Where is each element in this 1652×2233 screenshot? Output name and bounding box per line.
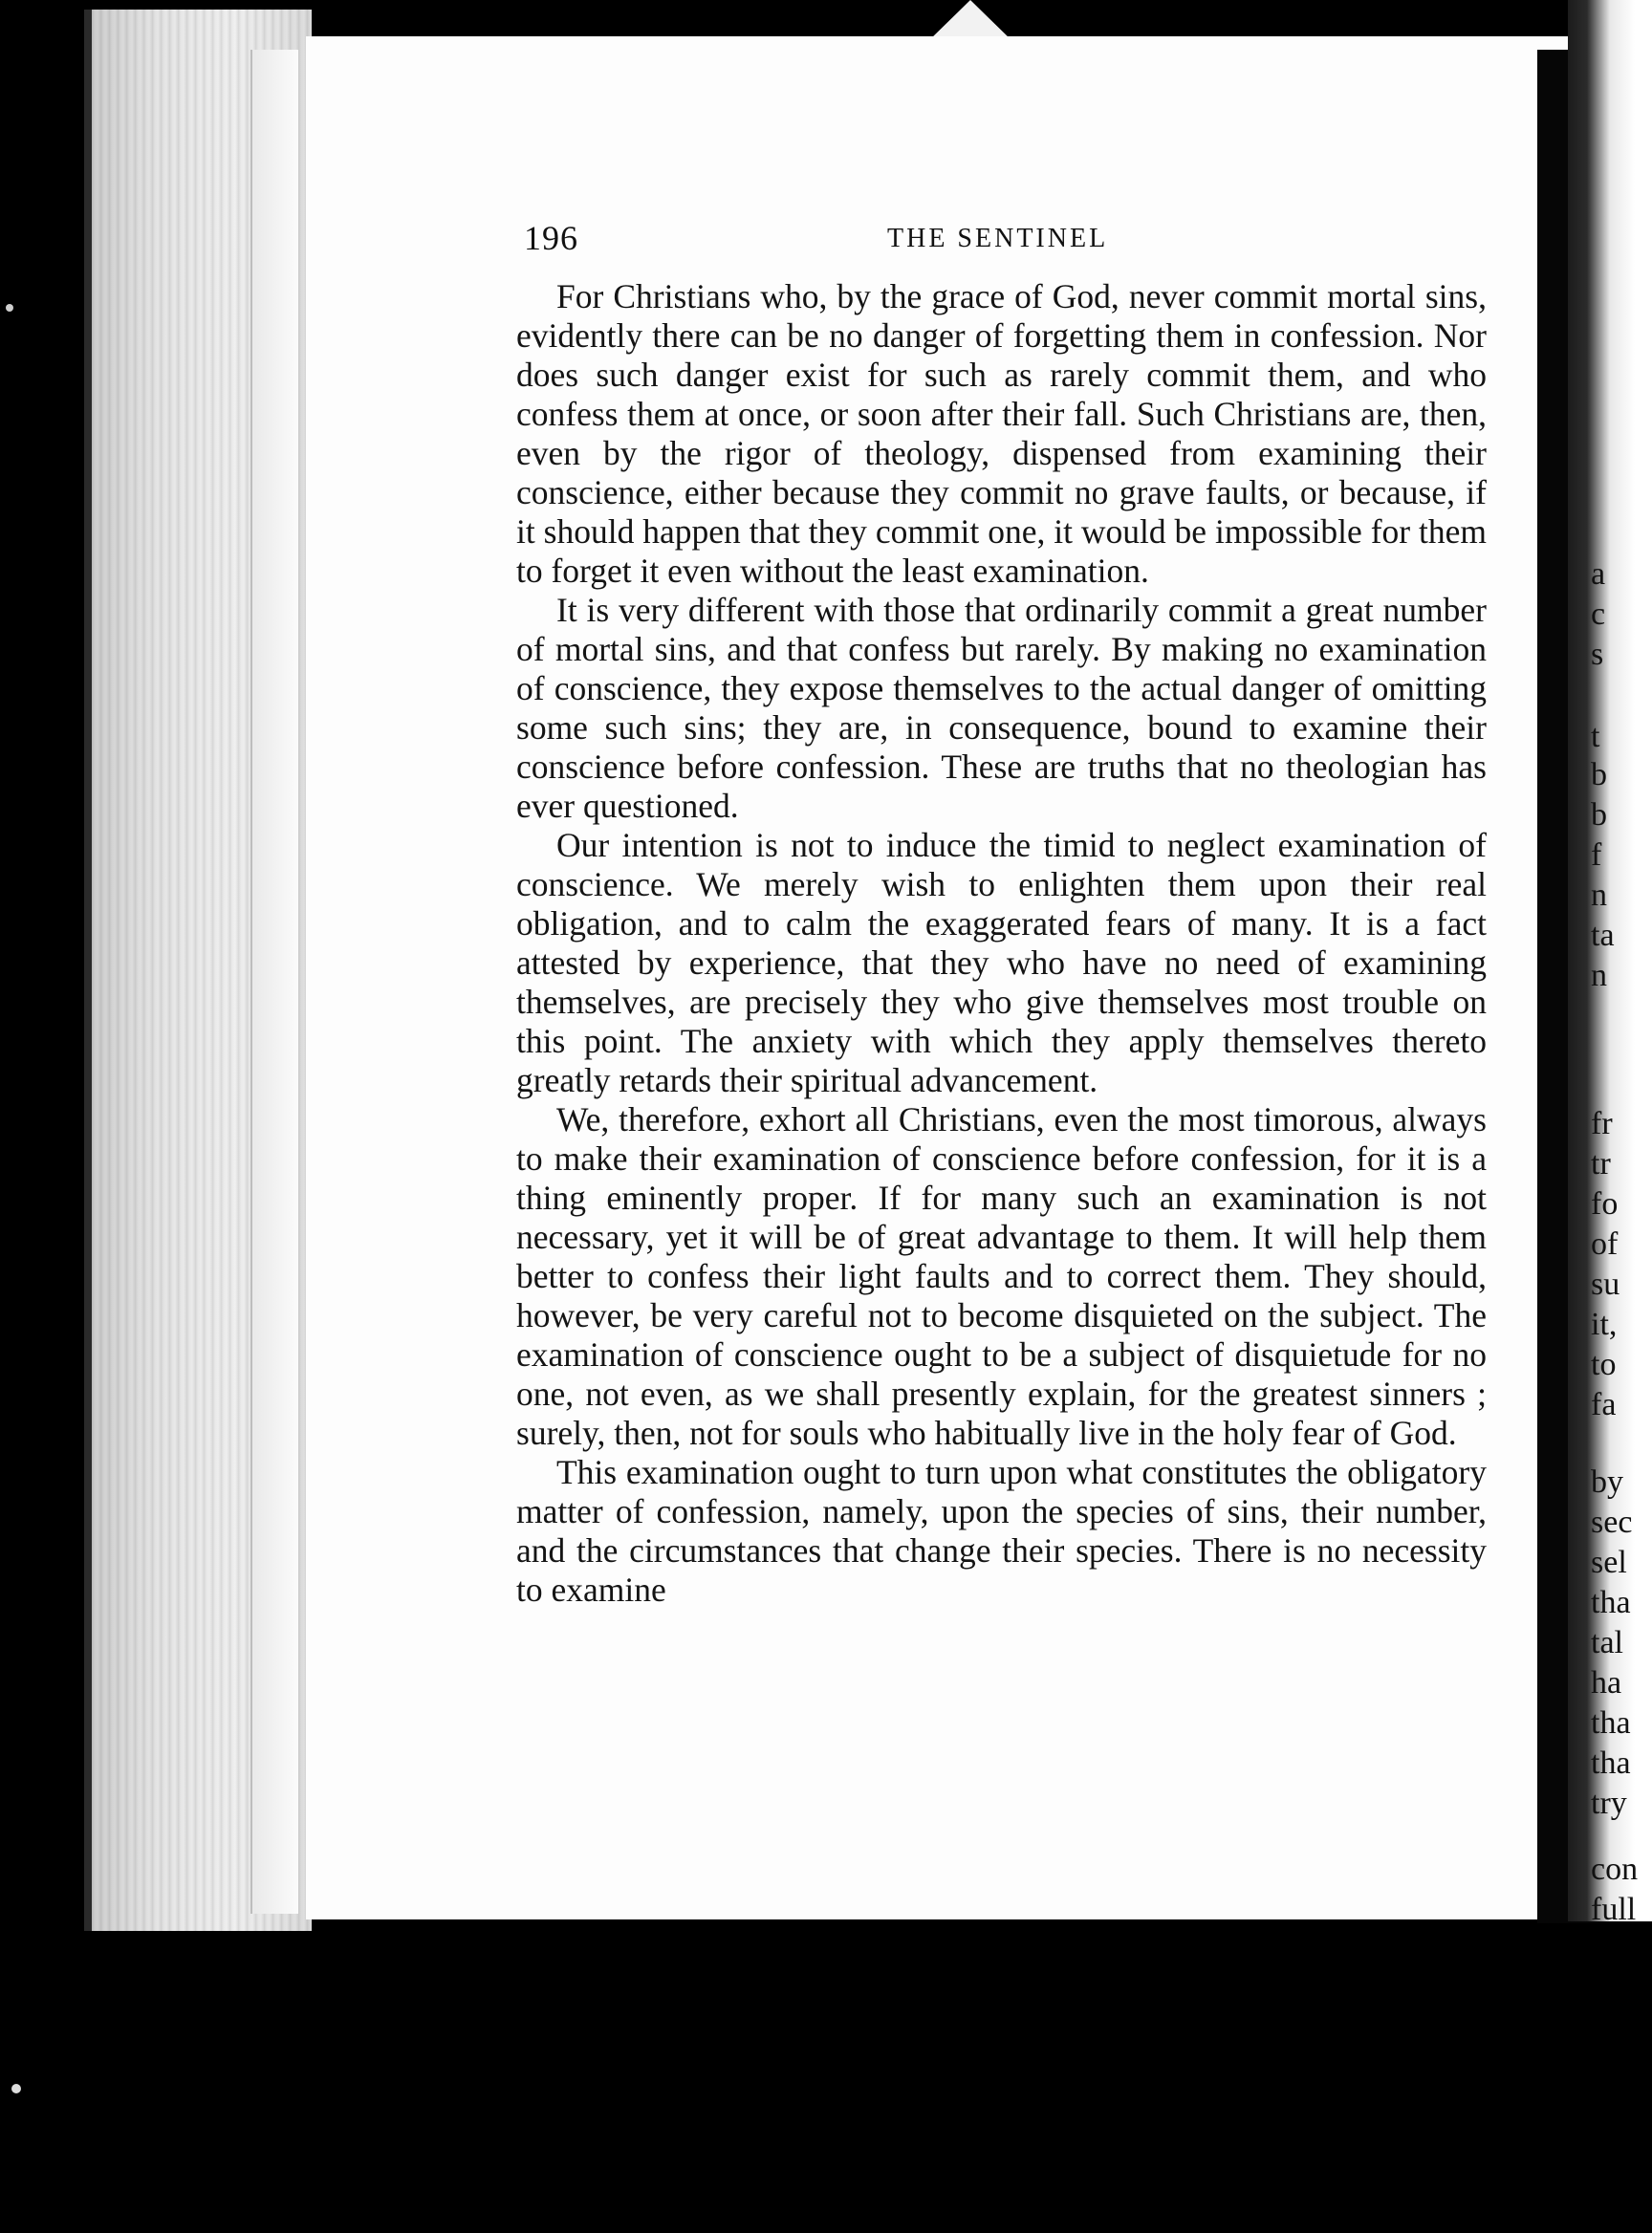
- fragment: ha: [1591, 1665, 1622, 1701]
- fragment: s: [1591, 637, 1604, 672]
- fragment: su: [1591, 1267, 1620, 1302]
- fragment: full: [1591, 1892, 1637, 1927]
- fragment: tha: [1591, 1705, 1631, 1741]
- fragment: tal: [1591, 1625, 1623, 1660]
- fragment: by: [1591, 1464, 1623, 1500]
- fragment: fr: [1591, 1106, 1613, 1141]
- paragraph: This examination ought to turn upon what constitutes the obligatory matter of confession, namely, upon the species of sins, their number, and the circumstances that change their species. There is no necessity to examine: [516, 1453, 1487, 1609]
- running-title: THE SENTINEL: [887, 224, 1109, 253]
- fragment: t: [1591, 719, 1600, 754]
- adjacent-page-text: [1591, 0, 1652, 1927]
- fragment: of: [1591, 1226, 1619, 1262]
- fragment: tha: [1591, 1745, 1631, 1781]
- fragment: c: [1591, 596, 1606, 632]
- fragment: it,: [1591, 1307, 1618, 1342]
- fragment: tr: [1591, 1146, 1611, 1182]
- fragment: con: [1591, 1852, 1639, 1887]
- fragment: n: [1591, 958, 1607, 993]
- page-number: 196: [524, 219, 578, 257]
- paragraph: For Christians who, by the grace of God, never commit mortal sins, evidently there can be no danger of forgetting them in confession. Nor does such danger exist for such as rarely commit them, and who confess them at once, or soon after their fall. Such Christians are, then, even by the rigor of theology, dispensed from examining their conscience, either because they commit no grave faults, or because, if it should happen that they commit one, it would be impossible for them to forget it even without the least examination.: [516, 277, 1487, 590]
- fragment: b: [1591, 757, 1607, 792]
- scan-speck: [6, 304, 13, 312]
- scan-speck: [11, 2084, 21, 2093]
- paragraph: Our intention is not to induce the timid to neglect examination of conscience. We merely wish to enlighten them upon their real obligation, and to calm the exaggerated fears of many. It is a fact attested by experience, that they who have no need of examining themselves, are precisely they who give themselves most trouble on this point. The anxiety with which they apply themselves thereto greatly retards their spiritual advancement.: [516, 826, 1487, 1099]
- fragment: f: [1591, 837, 1602, 873]
- paragraph: We, therefore, exhort all Christians, even the most timorous, always to make their examination of conscience before confession, for it is a thing eminently proper. If for many such an examination is not necessary, yet it will be of great advantage to them. It will help them better to confess their light faults and to correct them. They should, however, be very careful not to become disquieted on the subject. The examination of conscience ought to be a subject of disquietude for no one, not even, as we shall presently explain, for the greatest sinners ; surely, then, not for souls who habitually live in the holy fear of God.: [516, 1100, 1487, 1452]
- fragment: sec: [1591, 1505, 1633, 1540]
- fragment: ta: [1591, 918, 1615, 953]
- fragment: b: [1591, 797, 1607, 833]
- fragment: try: [1591, 1786, 1627, 1821]
- fragment: fa: [1591, 1387, 1617, 1422]
- page-block-inner-edge: [250, 50, 298, 1914]
- running-head: [524, 218, 1489, 260]
- fragment: sel: [1591, 1545, 1627, 1580]
- fragment: to: [1591, 1347, 1617, 1382]
- fragment: tha: [1591, 1585, 1631, 1620]
- fragment: a: [1591, 556, 1606, 592]
- fragment: n: [1591, 878, 1607, 913]
- body-text: [516, 277, 1487, 1610]
- fragment: fo: [1591, 1186, 1619, 1222]
- paragraph: It is very different with those that ordinarily commit a great number of mortal sins, and that confess but rarely. By making no examination of conscience, they expose themselves to the actual danger of omitting some such sins; they are, in consequence, bound to examine their conscience before confession. These are truths that no theologian has ever questioned.: [516, 591, 1487, 825]
